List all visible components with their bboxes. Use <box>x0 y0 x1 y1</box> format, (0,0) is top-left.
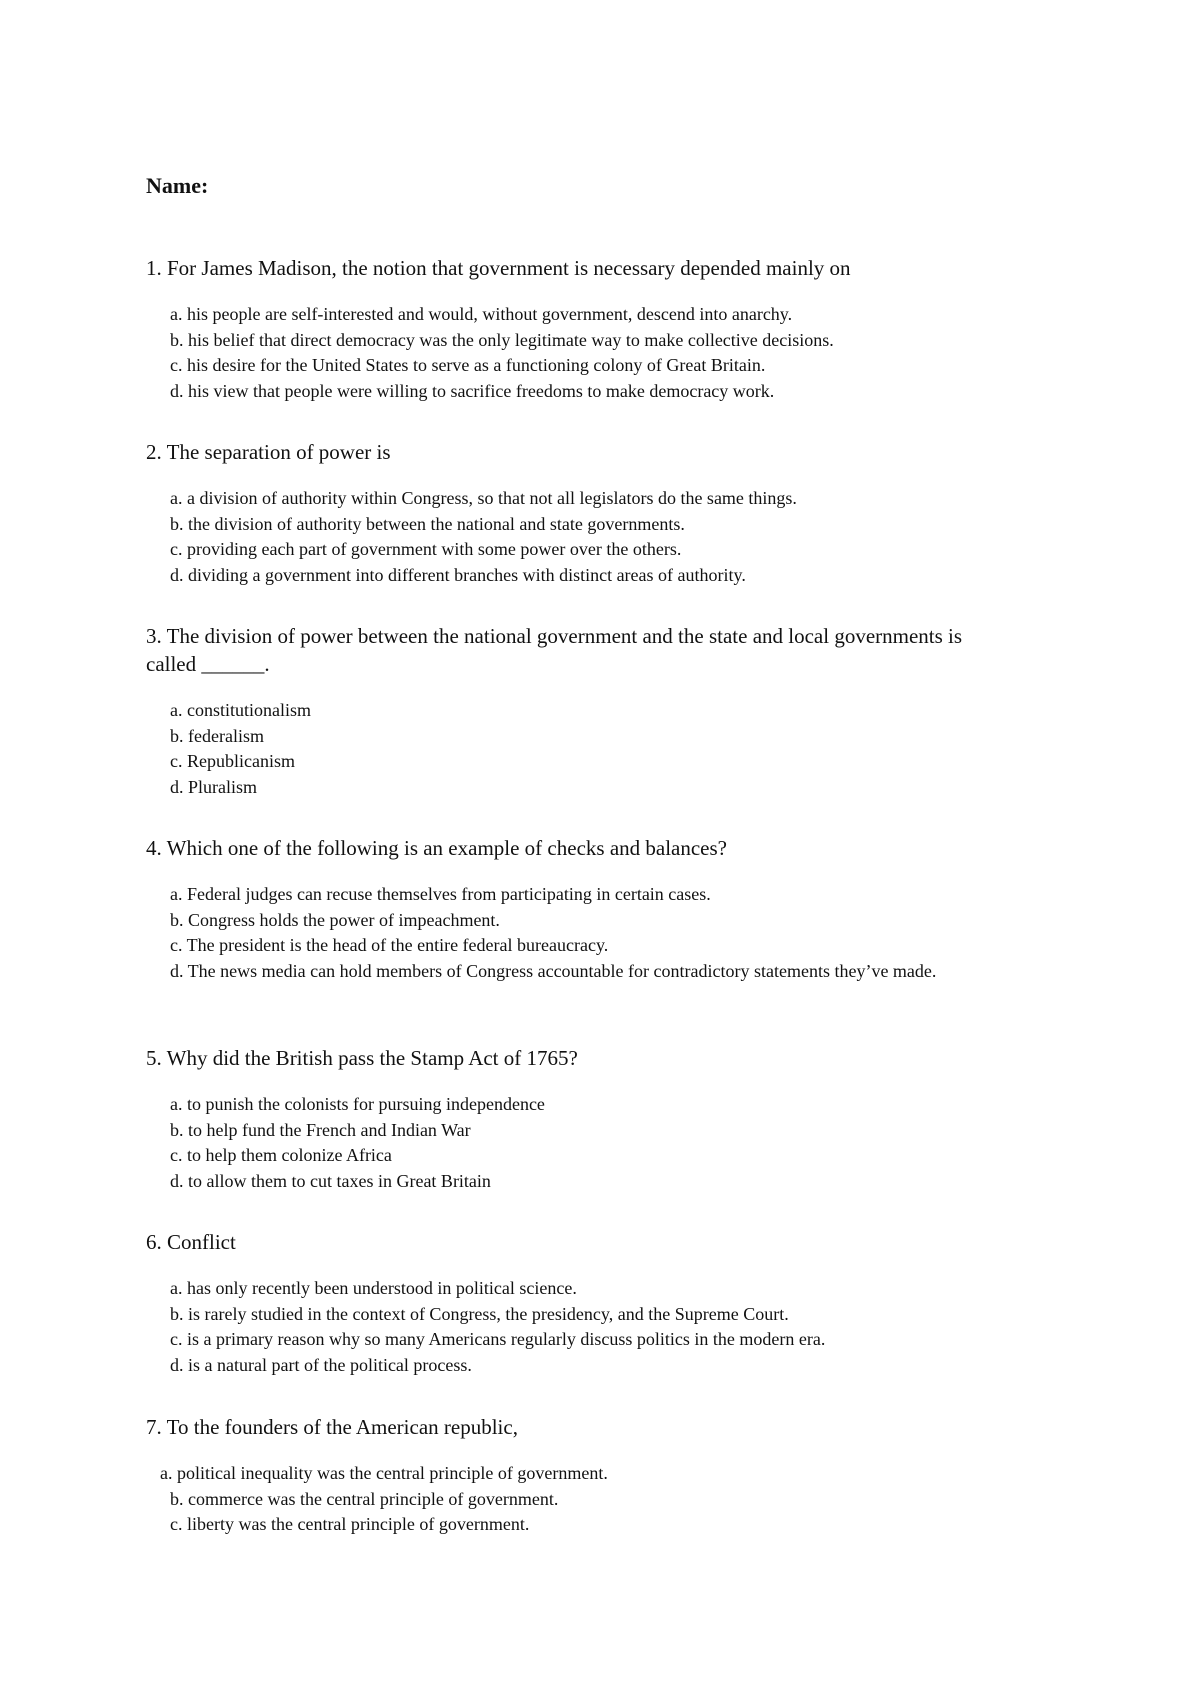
option-a: a. political inequality was the central principle of government. <box>160 1463 608 1483</box>
option-a: a. his people are self-interested and would, without government, descend into anarchy. <box>170 304 793 324</box>
option-d: d. is a natural part of the political process. <box>170 1354 472 1375</box>
option-b: b. his belief that direct democracy was the only legitimate way to make collective decisions. <box>170 329 834 350</box>
question-3 <box>146 622 966 800</box>
question-text: 4. Which one of the following is an example of checks and balances? <box>146 836 727 860</box>
option-c: c. liberty was the central principle of government. <box>170 1514 530 1534</box>
option-d: d. his view that people were willing to sacrifice freedoms to make democracy work. <box>170 380 775 401</box>
options-list <box>146 486 1046 588</box>
question-text: 6. Conflict <box>146 1230 236 1254</box>
option-a: a. constitutionalism <box>170 700 311 720</box>
option-d: d. The news media can hold members of Congress accountable for contradictory statements they’ve made. <box>170 960 937 981</box>
option-c: c. Republicanism <box>170 751 295 771</box>
options-list <box>146 698 966 800</box>
option-a: a. to punish the colonists for pursuing independence <box>170 1094 545 1114</box>
question-text: 2. The separation of power is <box>146 440 391 464</box>
question-text: 1. For James Madison, the notion that government is necessary depended mainly on <box>146 256 851 280</box>
option-c: c. The president is the head of the entire federal bureaucracy. <box>170 935 609 955</box>
question-text: 7. To the founders of the American republic, <box>146 1415 518 1439</box>
option-d: d. to allow them to cut taxes in Great Britain <box>170 1170 491 1191</box>
option-d: d. Pluralism <box>170 776 258 797</box>
question-7 <box>146 1413 1046 1538</box>
option-a: a. has only recently been understood in political science. <box>170 1278 577 1298</box>
option-b: b. the division of authority between the national and state governments. <box>170 513 685 534</box>
option-b: b. Congress holds the power of impeachment. <box>170 909 500 930</box>
options-list <box>146 1092 1046 1194</box>
options-list <box>146 1276 1046 1378</box>
options-list <box>146 302 1046 404</box>
options-list <box>146 1461 1046 1538</box>
option-b: b. is rarely studied in the context of Congress, the presidency, and the Supreme Court. <box>170 1303 789 1324</box>
option-b: b. federalism <box>170 725 264 746</box>
option-c: c. his desire for the United States to serve as a functioning colony of Great Britain. <box>170 355 766 375</box>
question-text: 3. The division of power between the national government and the state and local governments is called ______. <box>146 624 963 676</box>
option-d: d. dividing a government into different branches with distinct areas of authority. <box>170 564 746 585</box>
options-list <box>146 882 1046 984</box>
option-c: c. to help them colonize Africa <box>170 1145 392 1165</box>
question-2 <box>146 438 1046 588</box>
option-c: c. is a primary reason why so many Americans regularly discuss politics in the modern era. <box>170 1329 826 1349</box>
question-5 <box>146 1044 1046 1194</box>
option-c: c. providing each part of government with some power over the others. <box>170 539 682 559</box>
option-b: b. to help fund the French and Indian War <box>170 1119 471 1140</box>
option-b: b. commerce was the central principle of government. <box>170 1488 559 1509</box>
option-a: a. a division of authority within Congress, so that not all legislators do the same things. <box>170 488 797 508</box>
question-4 <box>146 834 1046 984</box>
question-6 <box>146 1228 1046 1378</box>
name-label: Name: <box>146 173 209 198</box>
question-text: 5. Why did the British pass the Stamp Act of 1765? <box>146 1046 578 1070</box>
option-a: a. Federal judges can recuse themselves from participating in certain cases. <box>170 884 711 904</box>
question-1 <box>146 254 1046 404</box>
